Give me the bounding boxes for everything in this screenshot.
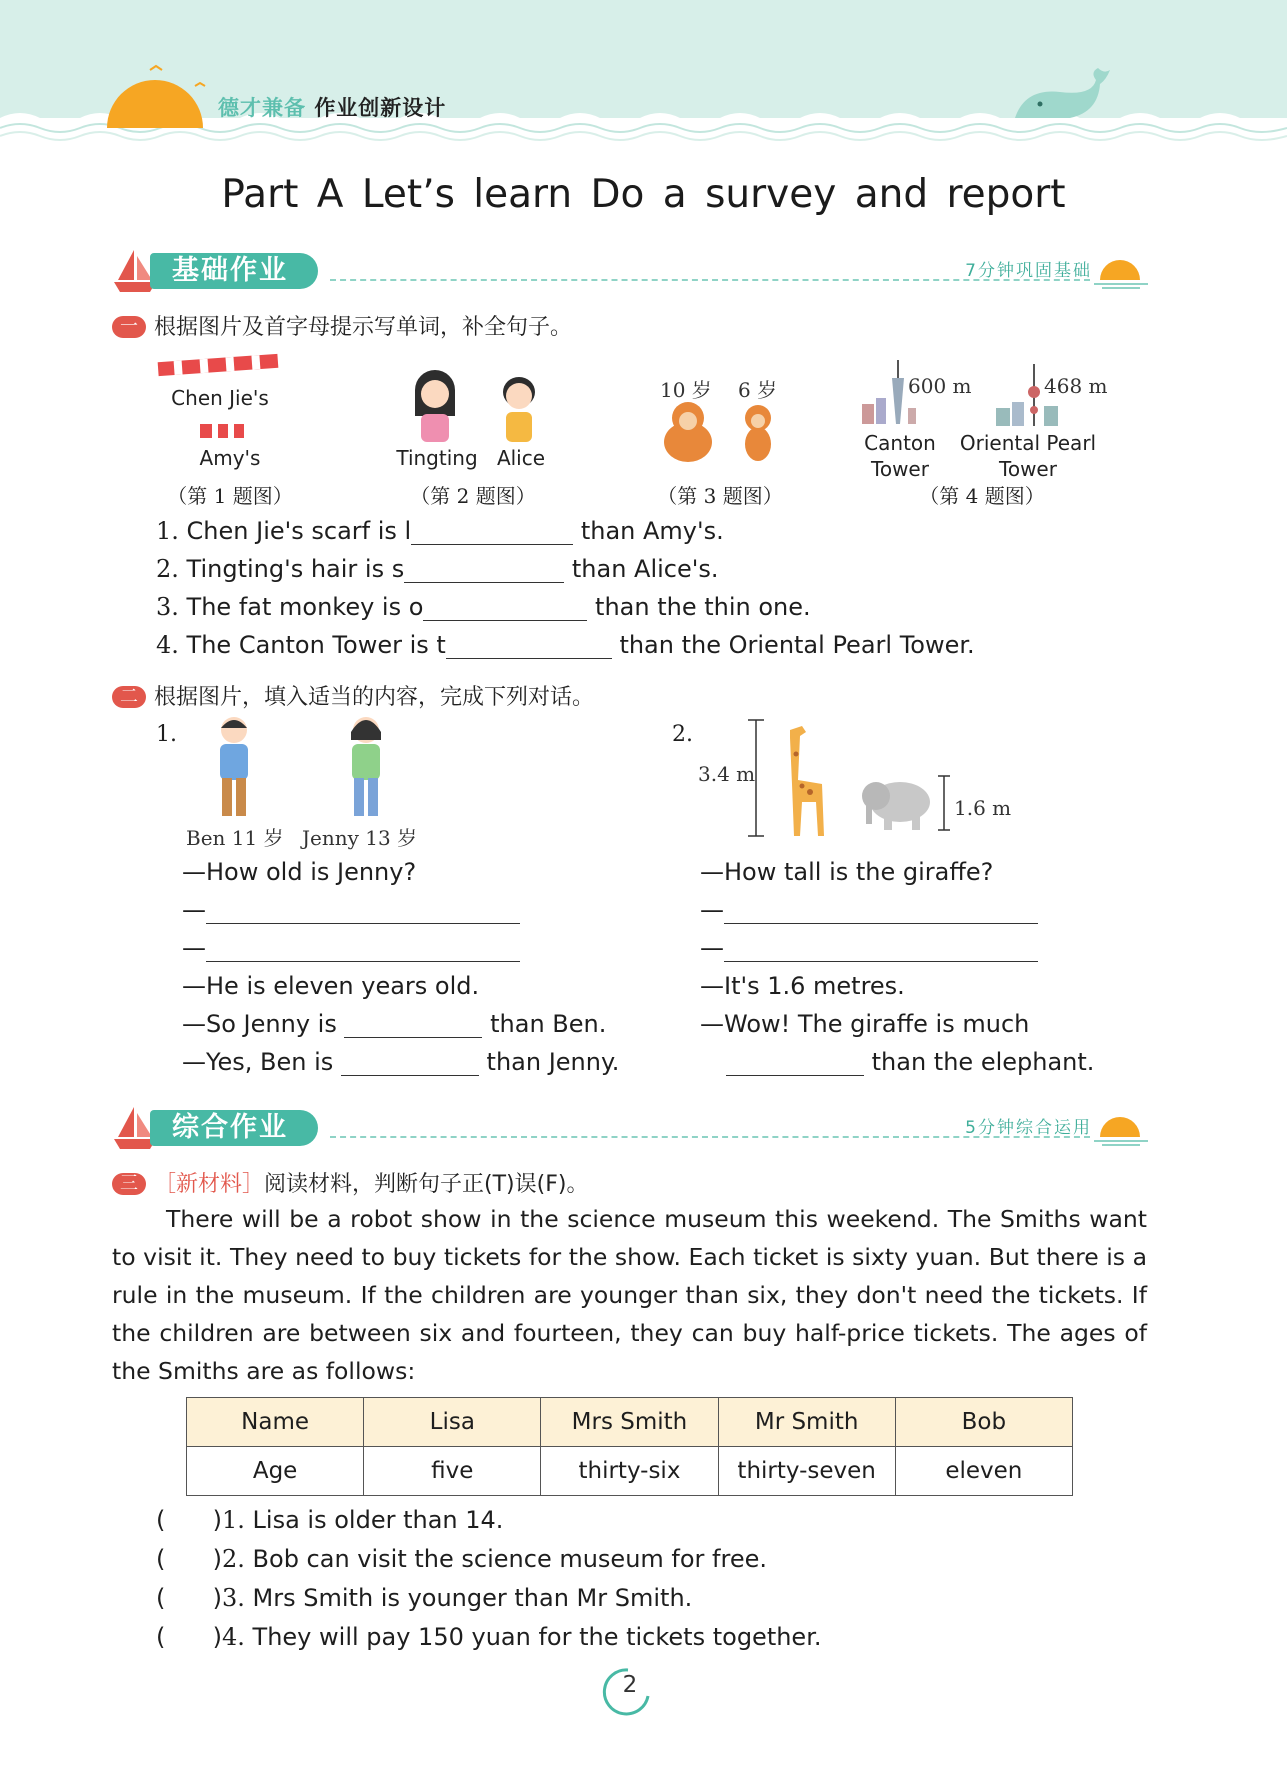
paren-close: ) (212, 1623, 222, 1651)
item-number: 1. (222, 1506, 245, 1534)
table-cell: Name (187, 1398, 364, 1447)
dialogue-line: —Wow! The giraffe is much (700, 1010, 1030, 1038)
dialogue-suffix: than Ben. (490, 1010, 607, 1038)
question-1-heading (112, 310, 572, 341)
dialogue-line (182, 1048, 619, 1076)
table-cell: five (364, 1447, 541, 1496)
table-cell: Mrs Smith (541, 1398, 718, 1447)
elephant-height-label: 1.6 m (954, 796, 1012, 820)
dialogue-answer-line (182, 896, 520, 924)
dialogue-answer-line (700, 896, 1038, 924)
true-false-item (156, 1584, 692, 1612)
figure-4-label-a-line1: Canton (864, 431, 936, 455)
table-cell: Age (187, 1447, 364, 1496)
true-false-item (156, 1623, 822, 1651)
sentence-suffix: than the thin one. (595, 593, 811, 621)
statement-text: Lisa is older than 14. (252, 1506, 504, 1534)
elephant-illustration (854, 774, 964, 840)
dialogue-prefix: —Yes, Ben is (182, 1048, 334, 1076)
item-number: 2. (222, 1545, 245, 1573)
figure-4-label-a-line2: Tower (871, 457, 929, 481)
giraffe-height-label: 3.4 m (698, 762, 756, 786)
figure-3-caption: （第 3 题图） (657, 484, 783, 508)
page-header (0, 0, 1287, 150)
dialogue-answer-line (700, 934, 1038, 962)
answer-blank[interactable] (423, 594, 587, 621)
answer-parentheses[interactable] (156, 1584, 222, 1612)
dash: — (700, 934, 724, 962)
statement-text: Mrs Smith is younger than Mr Smith. (252, 1584, 693, 1612)
sentence-prefix: Tingting's hair is s (186, 555, 405, 583)
section-banner-basic (110, 246, 1150, 296)
answer-blank[interactable] (724, 897, 1038, 924)
instruction-text: 根据图片，填入适当的内容，完成下列对话。 (154, 685, 595, 710)
answer-blank[interactable] (344, 1011, 482, 1038)
item-number: 3. (222, 1584, 245, 1612)
dialogue-suffix: than Jenny. (486, 1048, 620, 1076)
item-number: 1. (156, 517, 179, 545)
table-row (187, 1447, 1073, 1496)
new-material-tag: ［新材料］ (154, 1172, 265, 1197)
dialogue-line: —It's 1.6 metres. (700, 972, 905, 1000)
question-2-heading (112, 680, 594, 711)
dialogue-answer-line (182, 934, 520, 962)
dash: — (182, 934, 206, 962)
answer-blank[interactable] (724, 935, 1038, 962)
sentence-suffix: than Amy's. (580, 517, 724, 545)
ages-table (186, 1397, 1073, 1496)
sentence-suffix: than Alice's. (571, 555, 719, 583)
figure-2-caption: （第 2 题图） (410, 484, 536, 508)
figure-2-label-b: Alice (496, 446, 546, 470)
question-number: 三 (112, 1173, 146, 1195)
thin-monkey-illustration (734, 400, 782, 464)
instruction-text: 根据图片及首字母提示写单词，补全句子。 (154, 315, 573, 340)
dash: — (182, 896, 206, 924)
statement-text: Bob can visit the science museum for free. (252, 1545, 767, 1573)
table-cell: eleven (895, 1447, 1072, 1496)
sentence-prefix: Chen Jie's scarf is l (186, 517, 412, 545)
figure-4-caption: （第 4 题图） (919, 484, 1045, 508)
brand-name (218, 92, 446, 122)
dialogue-line: —How old is Jenny? (182, 858, 417, 886)
oriental-pearl-tower-height: 468 m (1044, 374, 1108, 398)
girl-long-hair-illustration (405, 368, 465, 448)
sentence-item (156, 631, 975, 659)
short-scarf-illustration (198, 420, 246, 442)
true-false-item (156, 1545, 767, 1573)
header-wave-background (0, 0, 1287, 150)
reading-passage: There will be a robot show in the science museum this weekend. The Smiths want to visit it. They need to buy tickets for the show. Each ticket is sixty yuan. But there is a rule in the museum. If the children are younger than six, they don't need the tickets. If the children are between six and fourteen, they can buy half-price tickets. The ages of the Smiths are as follows: (112, 1205, 1147, 1385)
girl-jenny-illustration (340, 714, 392, 824)
section-banner-comprehensive (110, 1103, 1150, 1153)
figure-3-label-a: 10 岁 (660, 378, 712, 402)
answer-parentheses[interactable] (156, 1545, 222, 1573)
figure-4-label-b-line2: Tower (999, 457, 1057, 481)
instruction-text: 阅读材料，判断句子正(T)误(F)。 (264, 1172, 589, 1197)
sentence-prefix: The Canton Tower is t (186, 631, 446, 659)
table-cell: Mr Smith (718, 1398, 895, 1447)
dialogue-suffix: than the elephant. (871, 1048, 1095, 1076)
brand-part-b: 作业创新设计 (314, 96, 447, 120)
table-cell: Lisa (364, 1398, 541, 1447)
answer-blank[interactable] (341, 1049, 479, 1076)
item-number: 4. (156, 631, 179, 659)
sentence-suffix: than the Oriental Pearl Tower. (619, 631, 975, 659)
boy-ben-illustration (208, 714, 260, 824)
item-number: 3. (156, 593, 179, 621)
dialogue-line: —How tall is the giraffe? (700, 858, 994, 886)
dash: — (700, 896, 724, 924)
canton-tower-height: 600 m (908, 374, 972, 398)
dialogue-line (726, 1048, 1094, 1076)
table-header-row (187, 1398, 1073, 1447)
long-scarf-illustration (156, 350, 281, 380)
dialogue-line (182, 1010, 606, 1038)
sentence-prefix: The fat monkey is o (186, 593, 424, 621)
true-false-item (156, 1506, 503, 1534)
dialogue-line: —He is eleven years old. (182, 972, 480, 1000)
question-number: 一 (112, 316, 146, 338)
paren-open: ( (156, 1545, 166, 1573)
table-cell: thirty-six (541, 1447, 718, 1496)
figure-4-label-a (850, 430, 950, 482)
answer-parentheses[interactable] (156, 1506, 222, 1534)
section-time-tag: 7分钟巩固基础 (965, 261, 1092, 281)
section-time-tag: 5分钟综合运用 (965, 1118, 1092, 1138)
paren-close: ) (212, 1545, 222, 1573)
item-number: 2. (156, 555, 179, 583)
paren-open: ( (156, 1506, 166, 1534)
page-number: 2 (622, 1672, 638, 1698)
answer-blank[interactable] (206, 935, 520, 962)
sentence-item (156, 517, 724, 545)
answer-blank[interactable] (206, 897, 520, 924)
figure-3-label-b: 6 岁 (738, 378, 778, 402)
figure-4-label-b-line1: Oriental Pearl (959, 431, 1097, 455)
table-cell: Bob (895, 1398, 1072, 1447)
page-title: Part A Let’s learn Do a survey and report (221, 172, 1066, 217)
paren-open: ( (156, 1584, 166, 1612)
figure-1-label-a: Chen Jie's (171, 386, 269, 410)
question-3-heading (112, 1167, 588, 1198)
answer-blank[interactable] (404, 556, 564, 583)
girl-short-hair-illustration (494, 372, 544, 448)
question-number: 二 (112, 686, 146, 708)
figure-2-label-a: Tingting (396, 446, 478, 470)
section-label: 综合作业 (150, 1110, 318, 1146)
answer-blank[interactable] (411, 518, 573, 545)
sunset-icon (1094, 1111, 1148, 1147)
sentence-item (156, 555, 719, 583)
answer-blank[interactable] (446, 632, 612, 659)
section-label: 基础作业 (150, 253, 318, 289)
dialogue-1-number: 1. (156, 722, 177, 747)
fat-monkey-illustration (656, 398, 720, 464)
figure-1-label-b: Amy's (199, 446, 261, 470)
ben-age-label: Ben 11 岁 (186, 826, 284, 850)
jenny-age-label: Jenny 13 岁 (302, 826, 418, 850)
dialogue-2-number: 2. (672, 722, 693, 747)
giraffe-illustration (744, 718, 844, 840)
dialogue-prefix: —So Jenny is (182, 1010, 337, 1038)
statement-text: They will pay 150 yuan for the tickets together. (252, 1623, 822, 1651)
answer-blank[interactable] (726, 1049, 864, 1076)
sunset-icon (1094, 254, 1148, 290)
table-cell: thirty-seven (718, 1447, 895, 1496)
figure-1-caption: （第 1 题图） (167, 484, 293, 508)
item-number: 4. (222, 1623, 245, 1651)
sentence-item (156, 593, 811, 621)
paren-open: ( (156, 1623, 166, 1651)
answer-parentheses[interactable] (156, 1623, 222, 1651)
figure-4-label-b (950, 430, 1106, 482)
brand-part-a: 德才兼备 (218, 96, 306, 120)
paren-close: ) (212, 1584, 222, 1612)
paren-close: ) (212, 1506, 222, 1534)
